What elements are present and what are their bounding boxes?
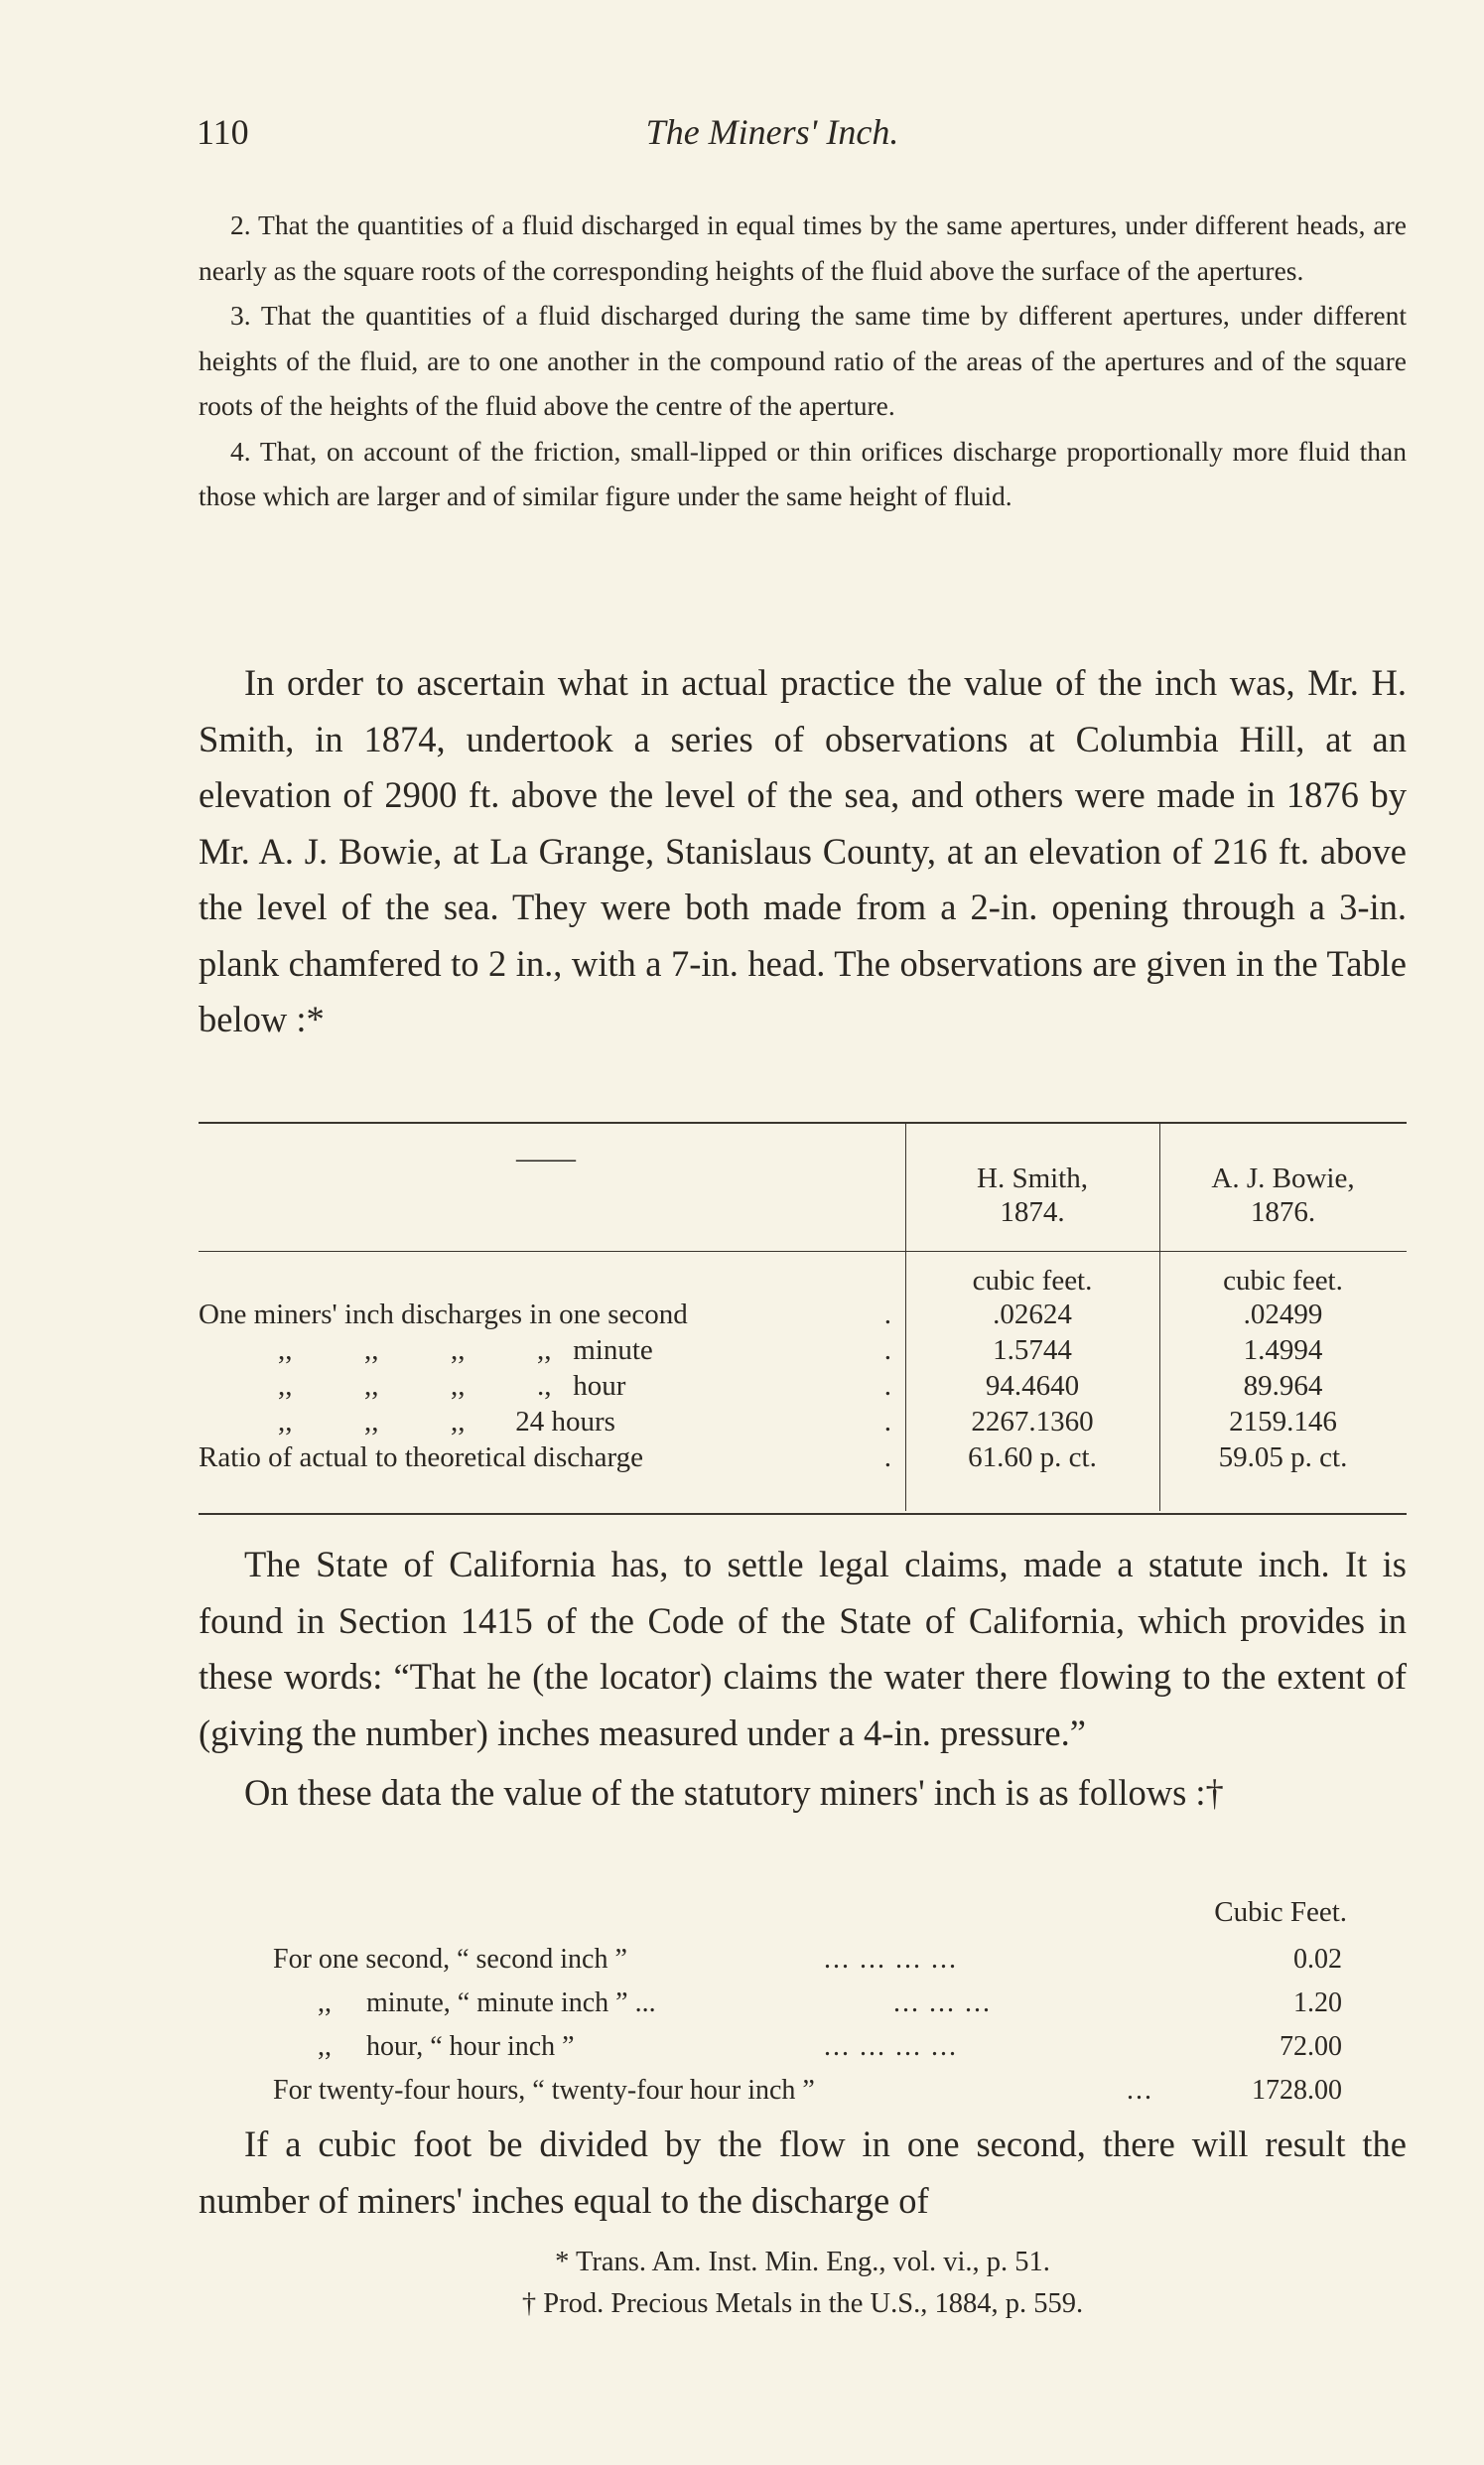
table-header-smith: H. Smith, 1874. xyxy=(977,1163,1088,1228)
table-cell-smith: 1.5744 xyxy=(993,1334,1072,1366)
table-row-label: Ratio of actual to theoretical discharge . xyxy=(199,1441,891,1473)
table-cell-bowie: .02499 xyxy=(1243,1299,1323,1330)
page-number: 110 xyxy=(197,112,249,152)
statutory-row: ,, minute, “ minute inch ” ... ... ... ... 1.20 xyxy=(318,1987,1342,2018)
table-row-label: ,, ,, ,, ,, minute . xyxy=(278,1334,891,1366)
proposition-4: 4. That, on account of the friction, small-lipped or thin orifices discharge proportionally more fluid than those which are larger and of similar figure under the same height of fluid. xyxy=(199,435,1407,511)
footnote-1: * Trans. Am. Inst. Min. Eng., vol. vi., p. 51. xyxy=(555,2247,1050,2277)
statutory-row: For one second, “ second inch ” ... ... ... ... 0.02 xyxy=(273,1944,1342,1975)
table-cell-bowie: 2159.146 xyxy=(1229,1406,1337,1438)
statutory-row: For twenty-four hours, “ twenty-four hour inch ” ... 1728.00 xyxy=(273,2075,1342,2106)
table-header-bowie: A. J. Bowie, 1876. xyxy=(1211,1163,1355,1228)
intro-paragraph: In order to ascertain what in actual practice the value of the inch was, Mr. H. Smith, in 1874, undertook a series of observations at Columbia Hill, at an elevation of 2900 ft. above the level of the sea, and others were made in 1876 by Mr. A. J. Bowie, at La Grange, Stanislaus County, at an elevation of 216 ft. above the level of the sea. They were both made from a 2-in. opening through a 3-in. plank chamfered to 2 in., with a 7-in. head. The observations are given in the Table below :* xyxy=(199,662,1407,1039)
footnote-2: † Prod. Precious Metals in the U.S., 1884, p. 559. xyxy=(521,2288,1084,2319)
table-corner-dash: —— xyxy=(516,1142,576,1174)
table-cell-bowie: 59.05 p. ct. xyxy=(1218,1441,1348,1473)
running-title: The Miners' Inch. xyxy=(645,112,899,152)
proposition-2: 2. That the quantities of a fluid discharged in equal times by the same apertures, under different heads, are nearly as the square roots of the corresponding heights of the fluid above the surface of the apertures. xyxy=(199,209,1407,286)
table-row-label: ,, ,, ,, ., hour . xyxy=(278,1370,891,1402)
final-paragraph: If a cubic foot be divided by the flow in one second, there will result the number of miners' inches equal to the discharge of xyxy=(199,2123,1407,2221)
proposition-3: 3. That the quantities of a fluid discharged during the same time by different apertures, under different heights of the fluid, are to one another in the compound ratio of the areas of the apertures and of the square roots of the heights of the fluid above the centre of the aperture. xyxy=(199,300,1407,421)
statutory-inch-list xyxy=(199,1896,1407,2115)
table-cell-smith: 94.4640 xyxy=(985,1370,1080,1402)
numbered-propositions xyxy=(199,203,1407,519)
table-cell-bowie: 89.964 xyxy=(1243,1370,1323,1402)
table-unit-bowie: cubic feet. xyxy=(1223,1265,1343,1297)
table-unit-smith: cubic feet. xyxy=(972,1265,1093,1297)
table-bottom-rule xyxy=(199,1513,1407,1515)
table-row-label: ,, ,, ,, 24 hours . xyxy=(278,1406,891,1438)
cubic-feet-header: Cubic Feet. xyxy=(1214,1896,1347,1928)
table-cell-smith: 61.60 p. ct. xyxy=(968,1441,1097,1473)
table-row-label: One miners' inch discharges in one second . xyxy=(199,1299,891,1330)
california-paragraph: The State of California has, to settle legal claims, made a statute inch. It is found in Section 1415 of the Code of the State of California, which provides in these words: “That he (the locator) claims the water there flowing to the extent of (giving the number) inches measured under a 4-in. pressure.” On these data the value of the statutory miners' inch is as follows :† xyxy=(199,1537,1407,1822)
table-top-rule xyxy=(199,1122,1407,1124)
statutory-row: ,, hour, “ hour inch ” ... ... ... ... 72.00 xyxy=(318,2031,1342,2062)
table-cell-smith: 2267.1360 xyxy=(971,1406,1094,1438)
table-header-rule xyxy=(199,1251,1407,1252)
table-cell-bowie: 1.4994 xyxy=(1243,1334,1323,1366)
page-header xyxy=(197,111,1348,161)
observations-table xyxy=(199,1122,1407,1519)
statutory-intro: On these data the value of the statutory miners' inch is as follows :† xyxy=(244,1772,1224,1813)
table-cell-smith: .02624 xyxy=(993,1299,1072,1330)
footnotes xyxy=(199,2242,1407,2325)
